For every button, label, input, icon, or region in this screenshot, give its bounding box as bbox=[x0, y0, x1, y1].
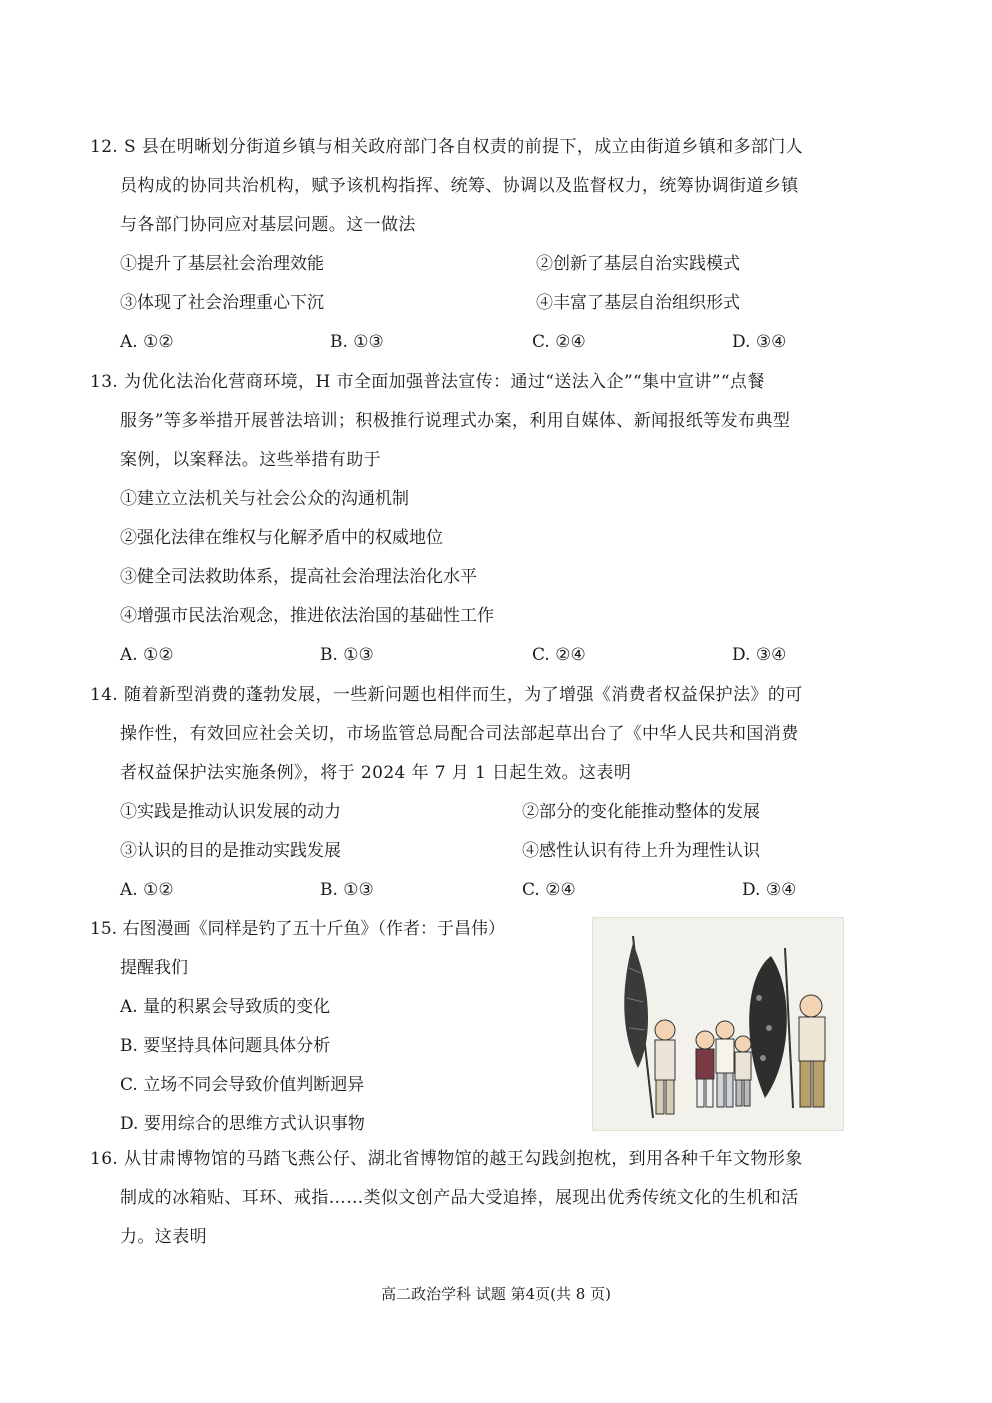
statement-3: ③认识的目的是推动实践发展 bbox=[120, 841, 341, 861]
question-16-stem bbox=[90, 1140, 902, 1257]
question-12-stem bbox=[90, 128, 902, 245]
statement-2: ②强化法律在维权与化解矛盾中的权威地位 bbox=[120, 528, 443, 548]
stem-line: 13. 为优化法治化营商环境，H 市全面加强普法宣传：通过“送法入企”“集中宣讲”“点餐 bbox=[90, 372, 765, 392]
choice-d: D. ③④ bbox=[742, 880, 797, 900]
choice-d: D. ③④ bbox=[732, 332, 787, 352]
stem-line: 12. S 县在明晰划分街道乡镇与相关政府部门各自权责的前提下，成立由街道乡镇和多部门人 bbox=[90, 137, 804, 157]
question-15-stem-cont: 提醒我们 bbox=[120, 958, 188, 978]
stem-line: 案例，以案释法。这些举措有助于 bbox=[120, 450, 381, 470]
statement-1: ①提升了基层社会治理效能 bbox=[120, 254, 324, 274]
statement-1: ①建立立法机关与社会公众的沟通机制 bbox=[120, 489, 409, 509]
choice-c: C. 立场不同会导致价值判断迥异 bbox=[120, 1075, 365, 1095]
question-14-stem bbox=[90, 676, 902, 793]
question-16 bbox=[90, 1140, 902, 1257]
stem-line: 制成的冰箱贴、耳环、戒指……类似文创产品大受追捧，展现出优秀传统文化的生机和活 bbox=[120, 1188, 799, 1208]
question-14 bbox=[90, 676, 902, 910]
choice-a: A. ①② bbox=[120, 332, 174, 352]
stem-line: 16. 从甘肃博物馆的马踏飞燕公仔、湖北省博物馆的越王勾践剑抱枕，到用各种千年文物形象 bbox=[90, 1149, 803, 1169]
choice-d: D. 要用综合的思维方式认识事物 bbox=[120, 1114, 365, 1134]
statement-3: ③健全司法救助体系，提高社会治理法治化水平 bbox=[120, 567, 477, 587]
question-15 bbox=[90, 910, 580, 1144]
question-12 bbox=[90, 128, 902, 362]
question-15-stem: 15. 右图漫画《同样是钓了五十斤鱼》（作者：于昌伟） bbox=[90, 919, 505, 939]
statement-4: ④感性认识有待上升为理性认识 bbox=[522, 841, 760, 861]
choice-a: A. ①② bbox=[120, 880, 174, 900]
statement-3: ③体现了社会治理重心下沉 bbox=[120, 293, 324, 313]
choice-d: D. ③④ bbox=[732, 645, 787, 665]
choice-b: B. ①③ bbox=[320, 645, 374, 665]
choice-b: B. 要坚持具体问题具体分析 bbox=[120, 1036, 331, 1056]
stem-line: 与各部门协同应对基层问题。这一做法 bbox=[120, 215, 416, 235]
statement-4: ④丰富了基层自治组织形式 bbox=[536, 293, 740, 313]
choice-a: A. 量的积累会导致质的变化 bbox=[120, 997, 331, 1017]
statement-2: ②部分的变化能推动整体的发展 bbox=[522, 802, 760, 822]
cartoon-illustration bbox=[592, 917, 844, 1131]
choice-c: C. ②④ bbox=[532, 332, 586, 352]
choice-c: C. ②④ bbox=[532, 645, 586, 665]
stem-line: 14. 随着新型消费的蓬勃发展，一些新问题也相伴而生，为了增强《消费者权益保护法》的可 bbox=[90, 685, 803, 705]
question-13-stem bbox=[90, 363, 902, 480]
stem-line: 服务”等多举措开展普法培训；积极推行说理式办案，利用自媒体、新闻报纸等发布典型 bbox=[120, 411, 791, 431]
choice-b: B. ①③ bbox=[330, 332, 384, 352]
choice-c: C. ②④ bbox=[522, 880, 576, 900]
cartoon-drawing bbox=[593, 918, 843, 1130]
stem-line: 操作性，有效回应社会关切，市场监管总局配合司法部起草出台了《中华人民共和国消费 bbox=[120, 724, 799, 744]
statement-1: ①实践是推动认识发展的动力 bbox=[120, 802, 341, 822]
stem-line: 力。这表明 bbox=[120, 1227, 207, 1247]
statement-4: ④增强市民法治观念，推进依法治国的基础性工作 bbox=[120, 606, 494, 626]
choice-b: B. ①③ bbox=[320, 880, 374, 900]
choice-a: A. ①② bbox=[120, 645, 174, 665]
statement-2: ②创新了基层自治实践模式 bbox=[536, 254, 740, 274]
question-13 bbox=[90, 363, 902, 675]
stem-line: 员构成的协同共治机构，赋予该机构指挥、统筹、协调以及监督权力，统筹协调街道乡镇 bbox=[120, 176, 799, 196]
page-footer: 高二政治学科 试题 第4页(共 8 页) bbox=[381, 1285, 611, 1303]
stem-line: 者权益保护法实施条例》，将于 2024 年 7 月 1 日起生效。这表明 bbox=[120, 763, 632, 783]
